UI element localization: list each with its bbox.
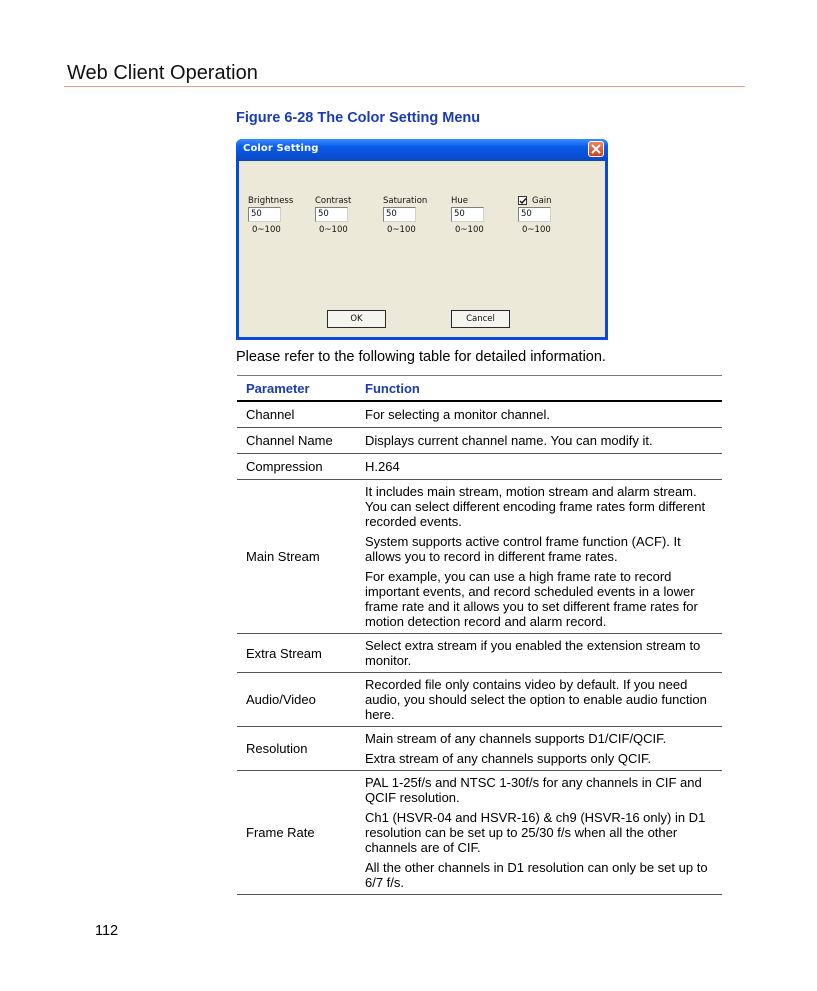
table-row [237,454,722,480]
function-cell [365,673,722,726]
page-number: 112 [95,923,119,939]
function-text: System supports active control frame function (ACF). It allows you to record in different frame rates. [365,534,681,564]
parameter-cell: Audio/Video [246,692,316,707]
contrast-field [315,196,367,236]
table-header-row [237,375,722,402]
gain-label: Gain [532,196,552,206]
function-cell [365,428,722,453]
parameter-cell: Compression [246,459,323,474]
brightness-range: 0~100 [252,225,281,235]
function-text: It includes main stream, motion stream and alarm stream. You can select different encoding frame rates form different recorded events. [365,484,706,529]
table-row [237,634,722,673]
hue-input[interactable]: 50 [451,207,484,222]
table-row [237,428,722,454]
color-setting-dialog [236,139,608,340]
function-cell [365,402,722,427]
contrast-label: Contrast [315,196,352,206]
parameter-cell: Channel [246,407,295,422]
table-row [237,771,722,895]
function-text: H.264 [365,459,400,474]
gain-checkbox[interactable] [518,196,527,205]
saturation-field [383,196,435,236]
parameter-cell: Extra Stream [246,645,322,661]
brightness-input[interactable]: 50 [248,207,281,222]
contrast-input[interactable]: 50 [315,207,348,222]
close-icon [591,144,601,154]
function-text: PAL 1-25f/s and NTSC 1-30f/s for any channels in CIF and QCIF resolution. [365,775,702,805]
checkmark-icon [519,197,527,205]
parameter-table [237,375,722,895]
parameter-cell: Main Stream [246,549,320,564]
saturation-range: 0~100 [387,225,416,235]
function-text: Select extra stream if you enabled the extension stream to monitor. [365,638,701,668]
brightness-label: Brightness [248,196,294,206]
function-text: Recorded file only contains video by default. If you need audio, you should select the option to enable audio function here. [365,677,707,722]
contrast-range: 0~100 [319,225,348,235]
intro-text: Please refer to the following table for detailed information. [236,349,606,365]
cancel-button[interactable]: Cancel [451,310,510,328]
function-text: Main stream of any channels supports D1/CIF/QCIF. [365,731,667,746]
table-row [237,727,722,771]
table-row [237,402,722,428]
page-header-title: Web Client Operation [67,62,258,84]
header-divider [64,86,745,87]
function-text: All the other channels in D1 resolution can only be set up to 6/7 f/s. [365,860,708,890]
parameter-cell: Channel Name [246,433,333,448]
table-row [237,673,722,727]
parameter-cell: Frame Rate [246,825,315,840]
parameter-header: Parameter [246,380,310,396]
close-button[interactable] [588,141,604,157]
function-cell [365,454,722,479]
dialog-titlebar[interactable] [236,139,608,161]
gain-range: 0~100 [522,225,551,235]
function-header: Function [365,380,420,396]
function-cell [365,727,722,770]
gain-input[interactable]: 50 [518,207,551,222]
saturation-label: Saturation [383,196,428,206]
parameter-cell: Resolution [246,741,308,756]
dialog-title: Color Setting [243,143,319,154]
gain-field [518,196,570,236]
function-cell [365,480,722,633]
function-text: Displays current channel name. You can modify it. [365,433,653,448]
function-text: Extra stream of any channels supports only QCIF. [365,751,652,766]
function-text: For selecting a monitor channel. [365,407,550,422]
function-cell [365,771,722,894]
hue-field [451,196,503,236]
figure-caption: Figure 6-28 The Color Setting Menu [236,110,481,126]
ok-button[interactable]: OK [327,310,386,328]
function-cell [365,634,722,672]
brightness-field [248,196,300,236]
saturation-input[interactable]: 50 [383,207,416,222]
hue-label: Hue [451,196,469,206]
function-text: Ch1 (HSVR-04 and HSVR-16) & ch9 (HSVR-16 only) in D1 resolution can be set up to 25/30 f/s when all the other channels are of CIF. [365,810,706,855]
table-row [237,480,722,634]
function-text: For example, you can use a high frame rate to record important events, and record scheduled events in a lower frame rate and it allows you to set different frame rates for motion detection record and alarm record. [365,569,698,629]
hue-range: 0~100 [455,225,484,235]
